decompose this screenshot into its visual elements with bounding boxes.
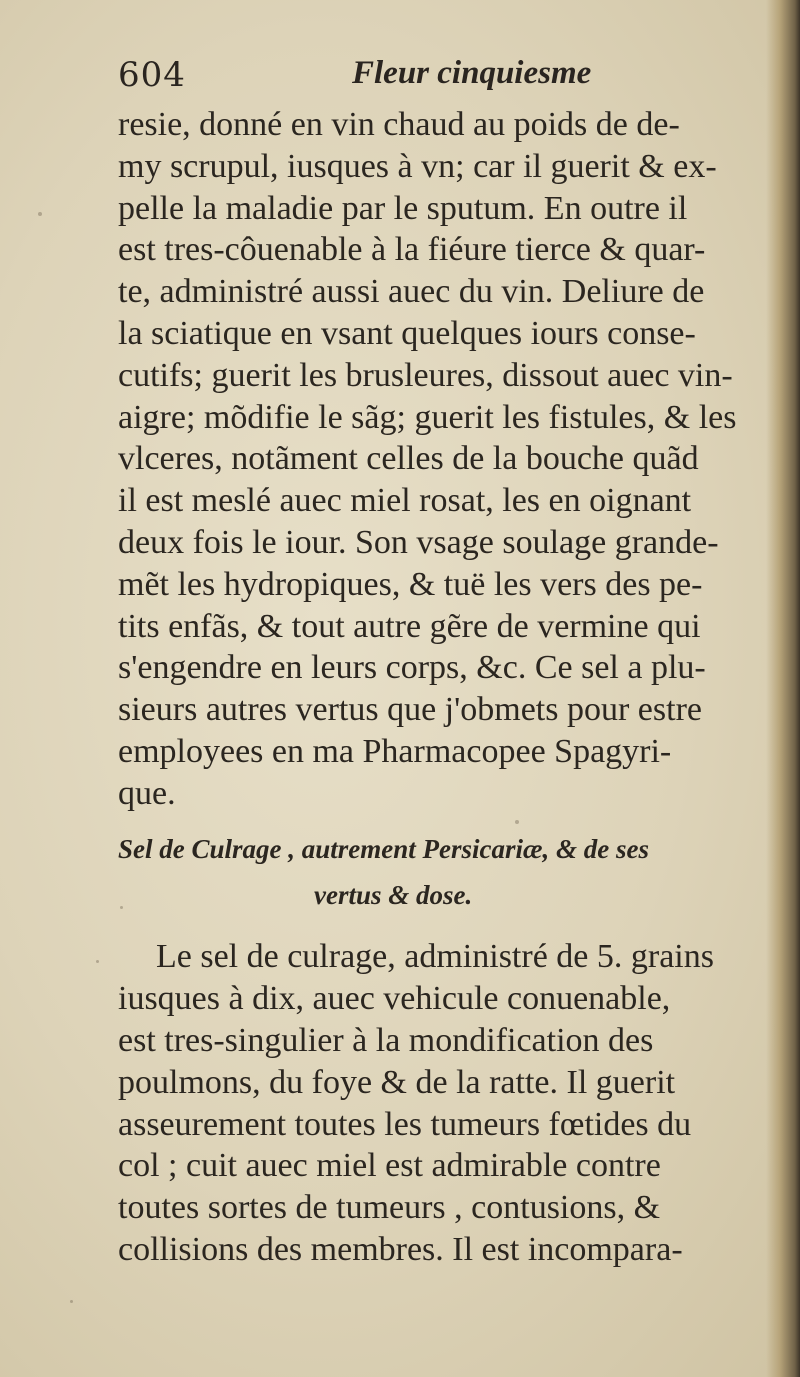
text-line: cutifs; guerit les brusleures, dissout auec vin- (118, 356, 733, 394)
text-line: mẽt les hydropiques, & tuë les vers des pe- (118, 565, 703, 603)
text-line: tits enfãs, & tout autre gẽre de vermine qui (118, 607, 701, 645)
text-line: vlceres, notãment celles de la bouche quãd (118, 440, 699, 478)
text-line: col ; cuit auec miel est admirable contre (118, 1147, 661, 1185)
page-gutter-shadow (766, 0, 800, 1377)
section-heading-line-1: Sel de Culrage , autrement Persicariæ, & de ses (118, 834, 649, 864)
text-line: Le sel de culrage, administré de 5. grains (156, 938, 714, 975)
text-line: est tres-côuenable à la fiéure tierce & quar- (118, 231, 706, 269)
running-head-title: Fleur cinquiesme (352, 55, 592, 91)
paper-speck (70, 1300, 73, 1303)
text-line: pelle la maladie par le sputum. En outre il (118, 189, 688, 227)
text-line: te, administré aussi auec du vin. Deliure de (118, 273, 705, 311)
running-head (118, 55, 748, 105)
text-line: collisions des membres. Il est incompara- (118, 1231, 683, 1269)
text-line: s'engendre en leurs corps, &c. Ce sel a plu- (118, 649, 706, 687)
section-heading-line-2: vertus & dose. (314, 880, 473, 910)
paragraph-2 (118, 936, 758, 1271)
text-line: employees en ma Pharmacopee Spagyri- (118, 732, 672, 770)
text-line: asseurement toutes les tumeurs fœtides du (118, 1105, 692, 1143)
section-heading (118, 826, 758, 918)
text-line: iusques à dix, auec vehicule conuenable, (118, 979, 671, 1017)
text-line: sieurs autres vertus que j'obmets pour estre (118, 691, 702, 729)
paper-speck (38, 212, 42, 216)
text-line: la sciatique en vsant quelques iours conse- (118, 314, 696, 352)
text-line: que. (118, 774, 176, 812)
paragraph-1 (118, 104, 758, 815)
paper-speck (515, 820, 519, 824)
page-number: 604 (118, 55, 186, 95)
text-line: my scrupul, iusques à vn; car il guerit & ex- (118, 147, 717, 185)
text-line: toutes sortes de tumeurs , contusions, & (118, 1189, 661, 1227)
text-line: il est meslé auec miel rosat, les en oignant (118, 482, 692, 520)
text-line: resie, donné en vin chaud au poids de de- (118, 106, 680, 143)
paper-speck (96, 960, 99, 963)
paper-speck (120, 906, 123, 909)
text-line: est tres-singulier à la mondification des (118, 1021, 654, 1059)
text-line: poulmons, du foye & de la ratte. Il guerit (118, 1063, 676, 1101)
text-line: deux fois le iour. Son vsage soulage grande- (118, 523, 719, 561)
text-line: aigre; mõdifie le sãg; guerit les fistules, & les (118, 398, 737, 436)
